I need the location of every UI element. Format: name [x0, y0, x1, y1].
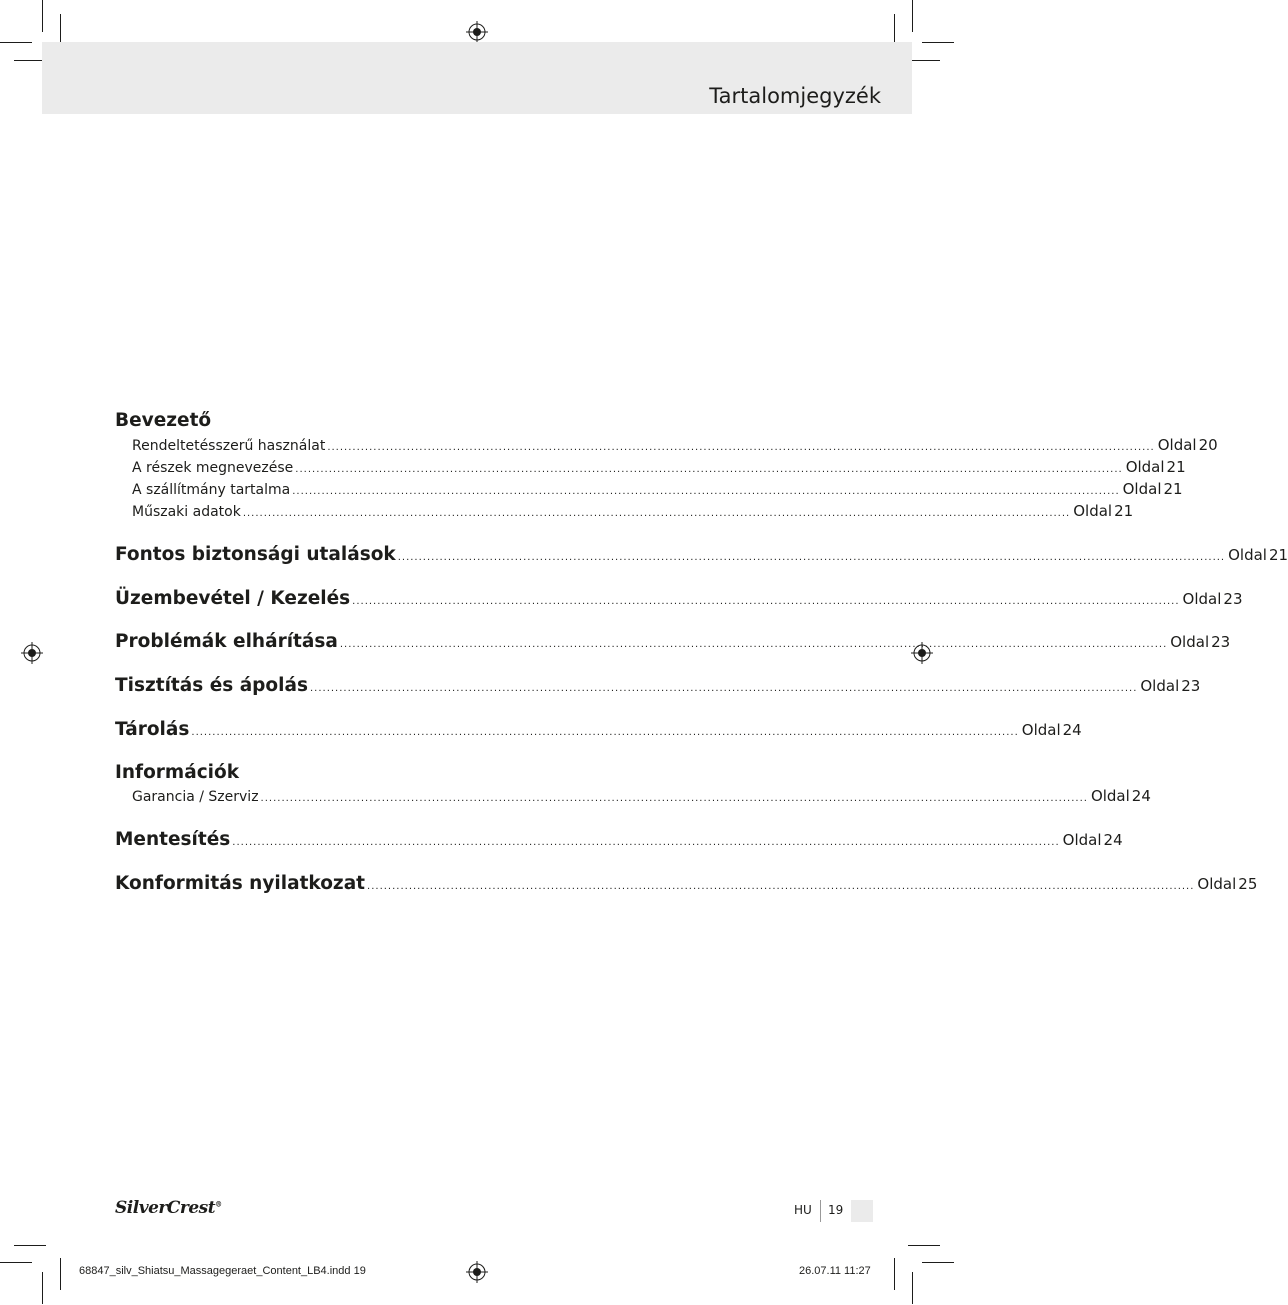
- brand-name: SilverCrest: [115, 1198, 216, 1218]
- crop-mark: [912, 1272, 913, 1304]
- crop-mark: [42, 1272, 43, 1304]
- crop-mark: [912, 0, 913, 32]
- toc-entry[interactable]: [115, 480, 1183, 500]
- toc-section-title: Problémák elhárítása: [115, 631, 338, 652]
- crop-mark: [908, 60, 940, 61]
- toc-entry[interactable]: [115, 829, 1123, 850]
- toc-entry[interactable]: [115, 631, 1231, 652]
- toc-entry[interactable]: [115, 675, 1201, 696]
- language-code: HU: [794, 1203, 812, 1217]
- oldal-label: Oldal: [1021, 721, 1061, 739]
- oldal-label: Oldal: [1090, 787, 1130, 805]
- toc-page-number: 21: [1166, 458, 1186, 476]
- print-slug-date: 26.07.11 11:27: [799, 1265, 871, 1277]
- toc-section-title: Üzembevétel / Kezelés: [115, 588, 351, 609]
- registration-mark-icon: [466, 1261, 488, 1283]
- leader-dots: ......................................................................................................................................................................................................: [339, 639, 1168, 650]
- toc-section-title: Konformitás nyilatkozat: [115, 873, 366, 894]
- leader-dots: ......................................................................................................................................................................................................: [309, 683, 1138, 694]
- crop-mark: [60, 1258, 61, 1290]
- toc-entry[interactable]: [115, 436, 1218, 456]
- oldal-label: Oldal: [1140, 677, 1180, 695]
- oldal-label: Oldal: [1125, 458, 1165, 476]
- toc-page-number: 25: [1238, 875, 1258, 893]
- registration-mark-icon: [466, 21, 488, 43]
- leader-dots: ......................................................................................................................................................................................................: [260, 793, 1088, 804]
- oldal-label: Oldal: [1122, 480, 1162, 498]
- oldal-label: Oldal: [1228, 546, 1267, 564]
- oldal-label: Oldal: [1197, 875, 1237, 893]
- leader-dots: ......................................................................................................................................................................................................: [232, 837, 1060, 848]
- toc-page-number: 23: [1181, 677, 1201, 695]
- crop-mark: [908, 1245, 940, 1246]
- toc-section-title: Tisztítás és ápolás: [115, 675, 308, 696]
- registered-mark: ®: [215, 1199, 222, 1209]
- page-number: 19: [828, 1203, 844, 1217]
- crop-mark: [42, 0, 43, 32]
- toc-page-number: 24: [1103, 831, 1123, 849]
- toc-page-number: 24: [1131, 787, 1151, 805]
- leader-dots: ......................................................................................................................................................................................................: [327, 442, 1155, 453]
- leader-dots: ......................................................................................................................................................................................................: [352, 596, 1180, 607]
- leader-dots: ......................................................................................................................................................................................................: [242, 508, 1071, 519]
- leader-dots: ......................................................................................................................................................................................................: [191, 727, 1019, 738]
- oldal-label: Oldal: [1062, 831, 1102, 849]
- toc-page-number: 21: [1114, 502, 1134, 520]
- toc-entry[interactable]: [115, 458, 1186, 478]
- oldal-label: Oldal: [1073, 502, 1113, 520]
- footer-tab: [851, 1200, 873, 1222]
- brand-logo: [115, 1198, 222, 1218]
- toc-entry-label: A szállítmány tartalma: [132, 482, 291, 498]
- toc-heading-bevezeto: Bevezető: [115, 410, 212, 431]
- toc-page-number: 21: [1163, 480, 1183, 498]
- print-slug-file: 68847_silv_Shiatsu_Massagegeraet_Content_LB4.indd 19: [79, 1265, 366, 1277]
- toc-page-number: 23: [1211, 633, 1231, 651]
- page-title: Tartalomjegyzék: [709, 84, 881, 108]
- leader-dots: ......................................................................................................................................................................................................: [367, 881, 1195, 892]
- oldal-label: Oldal: [1182, 590, 1222, 608]
- crop-mark: [14, 1245, 46, 1246]
- toc-entry-label: Rendeltetésszerű használat: [132, 438, 326, 454]
- crop-mark: [922, 1262, 954, 1263]
- footer-divider: [820, 1200, 821, 1222]
- toc-section-title: Fontos biztonsági utalások: [115, 544, 396, 565]
- toc-entry[interactable]: [115, 502, 1134, 522]
- crop-mark: [0, 42, 32, 43]
- toc-section-title: Tárolás: [115, 719, 190, 740]
- toc-entry-label: Garancia / Szerviz: [132, 789, 259, 805]
- toc-page-number: 21: [1268, 546, 1288, 564]
- oldal-label: Oldal: [1157, 436, 1197, 454]
- leader-dots: ......................................................................................................................................................................................................: [397, 552, 1226, 563]
- crop-mark: [0, 1262, 32, 1263]
- toc-entry-label: A részek megnevezése: [132, 460, 294, 476]
- toc-entry[interactable]: [115, 787, 1151, 807]
- toc-entry[interactable]: [115, 544, 1288, 565]
- crop-mark: [922, 42, 954, 43]
- leader-dots: ......................................................................................................................................................................................................: [292, 486, 1120, 497]
- registration-mark-icon: [21, 642, 43, 664]
- toc-page-number: 23: [1223, 590, 1243, 608]
- toc-entry[interactable]: [115, 719, 1082, 740]
- toc-page-number: 20: [1198, 436, 1218, 454]
- oldal-label: Oldal: [1170, 633, 1210, 651]
- leader-dots: ......................................................................................................................................................................................................: [295, 464, 1123, 475]
- crop-mark: [894, 1258, 895, 1290]
- toc-heading-informaciok: Információk: [115, 762, 240, 783]
- toc-entry-label: Műszaki adatok: [132, 504, 241, 520]
- toc-page-number: 24: [1062, 721, 1082, 739]
- toc-entry[interactable]: [115, 873, 1258, 894]
- toc-section-title: Mentesítés: [115, 829, 231, 850]
- toc-entry[interactable]: [115, 588, 1243, 609]
